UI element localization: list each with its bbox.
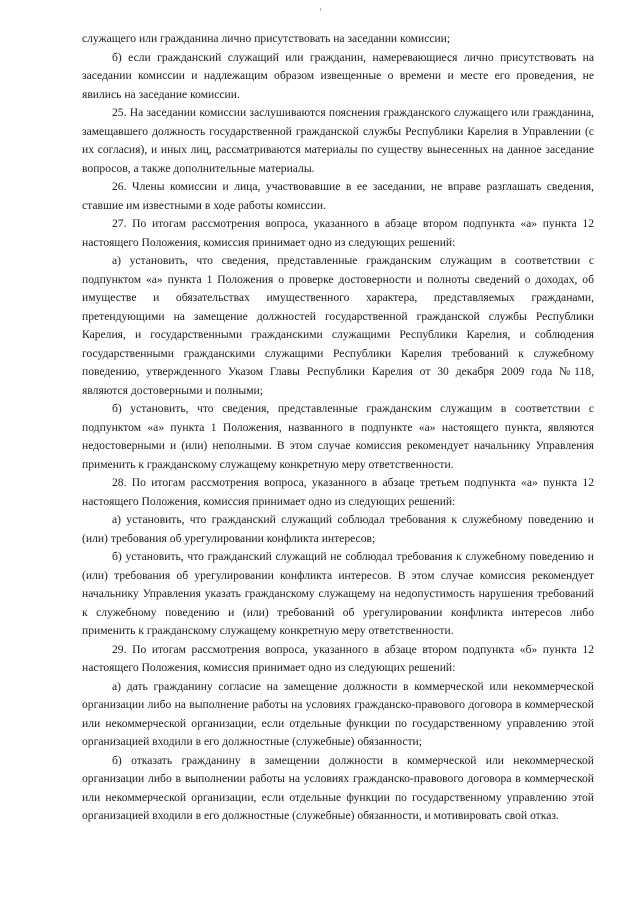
paragraph-28a: а) установить, что гражданский служащий соблюдал требования к служебному поведению и (или) требования об урегулировании конфликта интересов; bbox=[82, 513, 594, 545]
paragraph-27: 27. По итогам рассмотрения вопроса, указанного в абзаце втором подпункта «а» пункта 12 настоящего Положения, комиссия принимает одно из следующих решений: bbox=[82, 217, 594, 249]
paragraph-24b: б) если гражданский служащий или гражданин, намеревающиеся лично присутствовать на заседании комиссии и надлежащим образом извещенные о времени и месте его проведения, не явились на заседание комиссии. bbox=[82, 50, 594, 101]
paragraph-26: 26. Члены комиссии и лица, участвовавшие в ее заседании, не вправе разглашать сведения, ставшие им известными в ходе работы комиссии. bbox=[82, 180, 594, 212]
paragraph-29b: б) отказать гражданину в замещении должности в коммерческой или некоммерческой организации либо в выполнении работы на условиях гражданско-правового договора в коммерческой или некоммерческой организации, если отдельные функции по государственному управлению этой организацией входили в его должностные (служебные) обязанности, и мотивировать свой отказ. bbox=[82, 753, 594, 822]
paragraph-28b: б) установить, что гражданский служащий не соблюдал требования к служебному поведению и (или) требования об урегулировании конфликта интересов. В этом случае комиссия рекомендует начальнику Управления указать гражданскому служащему на недопустимость нарушения требований к служебному поведению и (или) требований об урегулировании конфликта интересов либо применить к гражданскому служащему конкретную меру ответственности. bbox=[82, 550, 594, 637]
paragraph-continuation: служащего или гражданина лично присутствовать на заседании комиссии; bbox=[82, 32, 451, 45]
document-page bbox=[82, 30, 594, 826]
paragraph-29a: а) дать гражданину согласие на замещение должности в коммерческой или некоммерческой организации либо на выполнение работы на условиях гражданско-правового договора в коммерческой или некоммерческой организации, если отдельные функции по государственному управлению этой организацией входили в его должностные (служебные) обязанности; bbox=[82, 679, 594, 748]
paragraph-27a: а) установить, что сведения, представленные гражданским служащим в соответствии с подпунктом «а» пункта 1 Положения о проверке достоверности и полноты сведений о доходах, об имуществе и обязательствах имущественного характера, представляемых гражданами, претендующими на замещение должностей государственной гражданской службы Республики Карелия, и государственными гражданскими служащими Республики Карелия, и соблюдения государственными гражданскими служащими Республики Карелия требований к служебному поведению, утвержденного Указом Главы Республики Карелия от 30 декабря 2009 года №118, являются достоверными и полными; bbox=[82, 254, 594, 397]
paragraph-25: 25. На заседании комиссии заслушиваются пояснения гражданского служащего или гражданина, замещавшего должность государственной гражданской службы Республики Карелия в Управлении (с их согласия), и иных лиц, рассматриваются материалы по существу вынесенных на данное заседание вопросов, а также дополнительные материалы. bbox=[82, 106, 594, 175]
paragraph-28: 28. По итогам рассмотрения вопроса, указанного в абзаце третьем подпункта «а» пункта 12 настоящего Положения, комиссия принимает одно из следующих решений: bbox=[82, 476, 594, 508]
paragraph-27b: б) установить, что сведения, представленные гражданским служащим в соответствии с подпунктом «а» пункта 1 Положения, названного в подпункте «а» настоящего пункта, являются недостоверными и (или) неполными. В этом случае комиссия рекомендует начальнику Управления применить к гражданскому служащему конкретную меру ответственности. bbox=[82, 402, 594, 471]
paragraph-29: 29. По итогам рассмотрения вопроса, указанного в абзаце втором подпункта «б» пункта 12 настоящего Положения, комиссия принимает одно из следующих решений: bbox=[82, 642, 594, 674]
page-top-mark bbox=[320, 8, 321, 11]
